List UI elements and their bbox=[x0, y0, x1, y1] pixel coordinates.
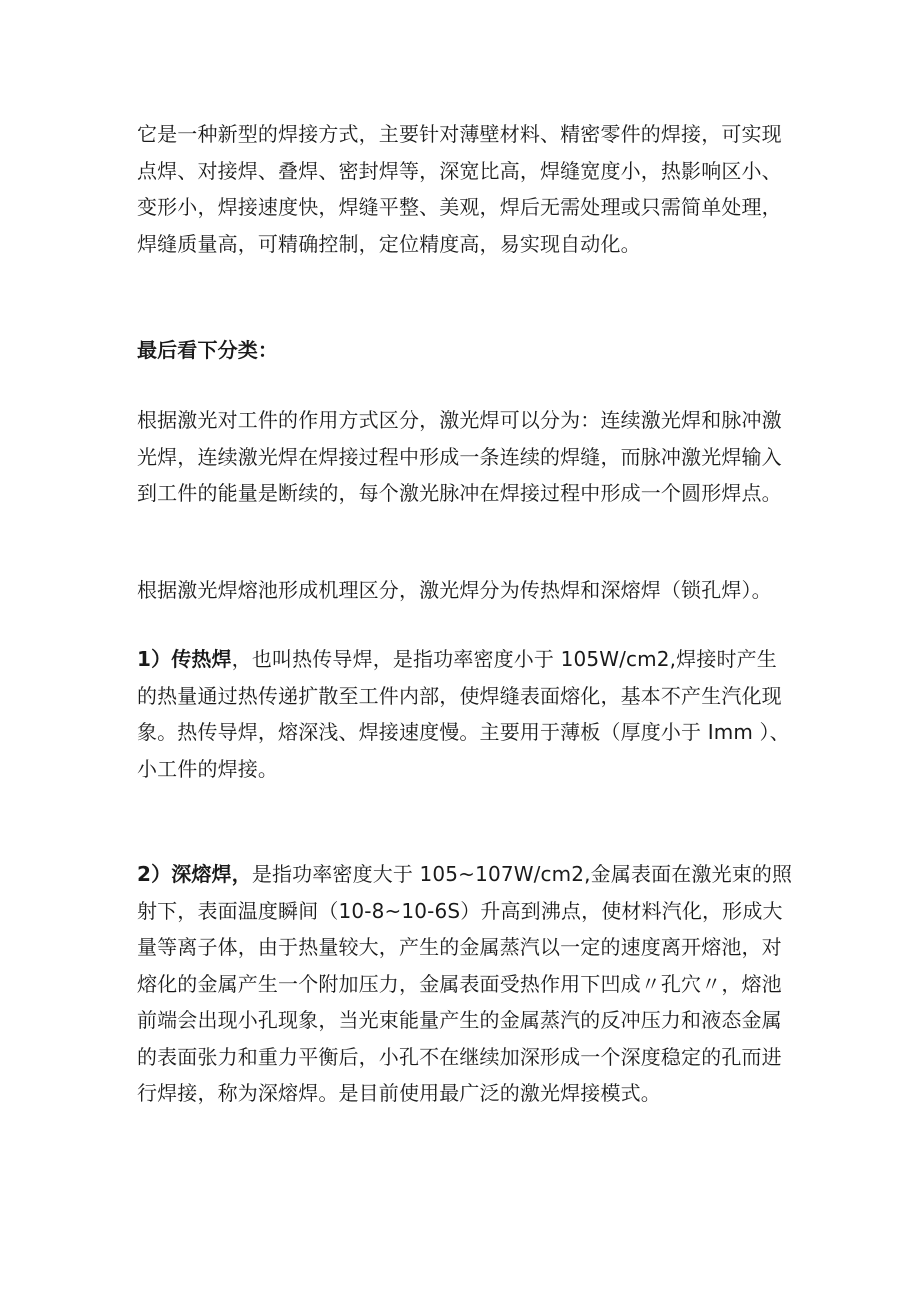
item-term: 深熔焊 bbox=[171, 862, 232, 886]
classification-heading: 最后看下分类： bbox=[137, 338, 279, 362]
item-conduction-welding bbox=[137, 641, 797, 787]
item-term: 传热焊 bbox=[171, 647, 232, 671]
intro-paragraph: 它是一种新型的焊接方式，主要针对薄壁材料、精密零件的焊接，可实现点焊、对接焊、叠焊、密封焊等，深宽比高，焊缝宽度小，热影响区小、变形小，焊接速度快，焊缝平整、美观，焊后无需处理或只需简单处理，焊缝质量高，可精确控制，定位精度高，易实现自动化。 bbox=[137, 122, 782, 256]
classification-by-pool-paragraph: 根据激光焊熔池形成机理区分，激光焊分为传热焊和深熔焊（锁孔焊）。 bbox=[137, 578, 772, 602]
item-text: ，也叫热传导焊，是指功率密度小于 105W/cm2,焊接时产生的热量通过热传递扩散至工件内部，使焊缝表面熔化，基本不产生汽化现象。热传导焊，熔深浅、焊接速度慢。主要用于薄板（厚度小于 Imm ）、小工件的焊接。 bbox=[137, 647, 790, 781]
item-number: 2） bbox=[137, 862, 172, 886]
item-number: 1） bbox=[137, 647, 172, 671]
classification-by-action-paragraph: 根据激光对工件的作用方式区分，激光焊可以分为：连续激光焊和脉冲激光焊，连续激光焊在焊接过程中形成一条连续的焊缝，而脉冲激光焊输入到工件的能量是断续的，每个激光脉冲在焊接过程中形成一个圆形焊点。 bbox=[137, 408, 782, 505]
item-text: 是指功率密度大于 105~107W/cm2,金属表面在激光束的照射下，表面温度瞬间（10-8~10-6S）升高到沸点，使材料汽化，形成大量等离子体，由于热量较大，产生的金属蒸汽以一定的速度离开熔池，对熔化的金属产生一个附加压力，金属表面受热作用下凹成〃孔穴〃，熔池前端会出现小孔现象，当光束能量产生的金属蒸汽的反冲压力和液态金属的表面张力和重力平衡后，小孔不在继续加深形成一个深度稳定的孔而进行焊接，称为深熔焊。是目前使用最广泛的激光焊接模式。 bbox=[137, 862, 793, 1105]
item-comma: ， bbox=[231, 862, 252, 886]
item-deep-penetration-welding bbox=[137, 856, 797, 1112]
